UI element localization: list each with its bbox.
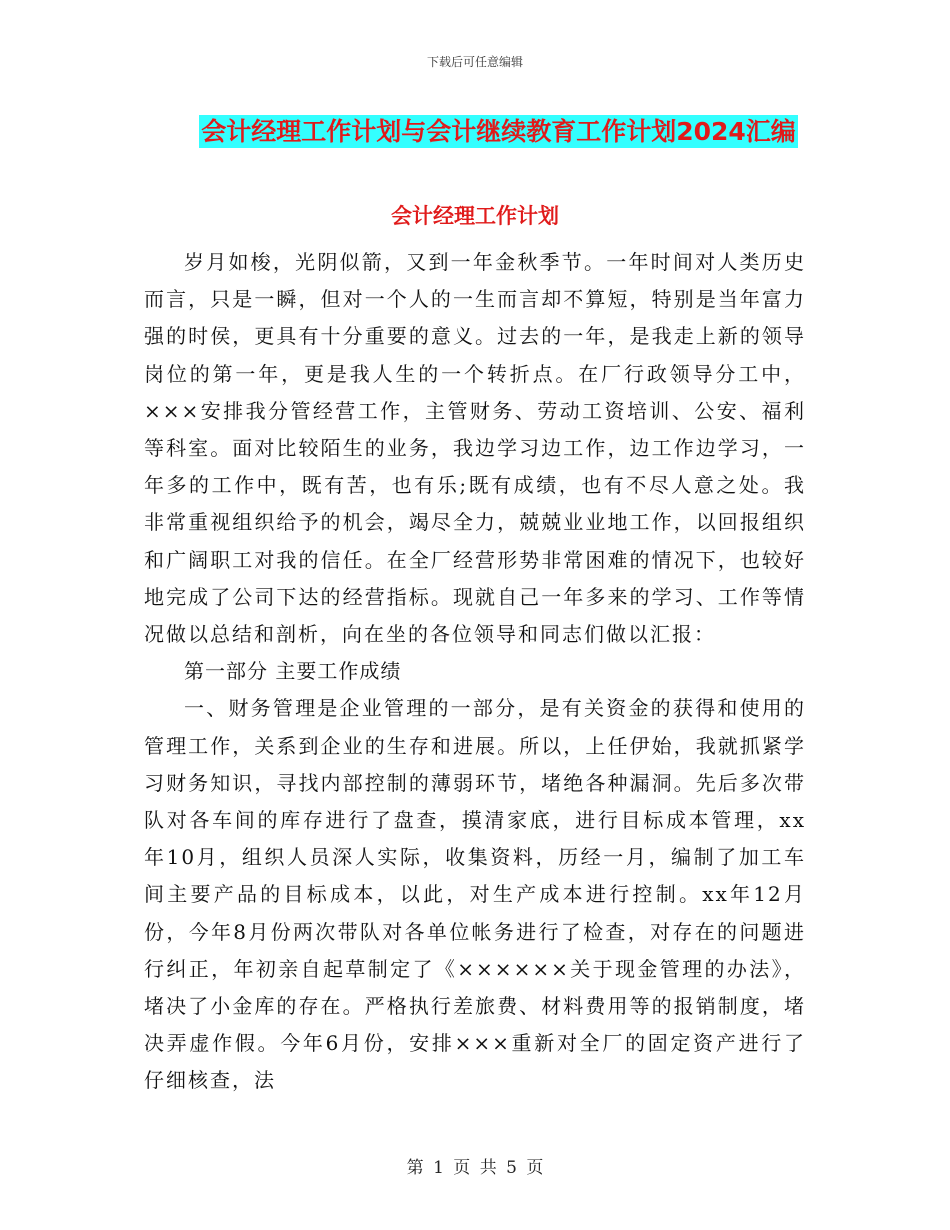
paragraph-part-heading: 第一部分 主要工作成绩 [184,659,402,684]
document-title [0,112,950,148]
paragraph-finance: 一、财务管理是企业管理的一部分，是有关资金的获得和使用的管理工作，关系到企业的生存和进展。所以，上任伊始，我就抓紧学习财务知识，寻找内部控制的薄弱环节，堵绝各种漏洞。先后多次带队对各车间的库存进行了盘查，摸清家底，进行目标成本管理，xx年10月，组织人员深人实际，收集资料，历经一月，编制了加工车间主要产品的目标成本，以此，对生产成本进行控制。xx年12月份，今年8月份两次带队对各单位帐务进行了检查，对存在的问题进行纠正，年初亲自起草制定了《××××××关于现金管理的办法》，堵决了小金库的存在。严格执行差旅费、材料费用等的报销制度，堵决弄虚作假。今年6月份，安排×××重新对全厂的固定资产进行了仔细核查，法 [144,696,806,1093]
paragraph-intro: 岁月如梭，光阴似箭，又到一年金秋季节。一年时间对人类历史而言，只是一瞬，但对一个人的一生而言却不算短，特别是当年富力强的时侯，更具有十分重要的意义。过去的一年，是我走上新的领导岗位的第一年，更是我人生的一个转折点。在厂行政领导分工中，×××安排我分管经营工作，主管财务、劳动工资培训、公安、福利等科室。面对比较陌生的业务，我边学习边工作，边工作边学习，一年多的工作中，既有苦，也有乐;既有成绩，也有不尽人意之处。我非常重视组织给予的机会，竭尽全力，兢兢业业地工作，以回报组织和广阔职工对我的信任。在全厂经营形势非常困难的情况下，也较好地完成了公司下达的经营指标。现就自己一年多来的学习、工作等情况做以总结和剖析，向在坐的各位领导和同志们做以汇报： [144,250,806,647]
section-title: 会计经理工作计划 [391,204,559,228]
page-footer: 第 1 页 共 5 页 [406,1158,544,1178]
page-header-note: 下载后可任意编辑 [426,55,523,69]
body-text [144,244,806,1100]
document-title-text: 会计经理工作计划与会计继续教育工作计划2024汇编 [201,117,796,146]
